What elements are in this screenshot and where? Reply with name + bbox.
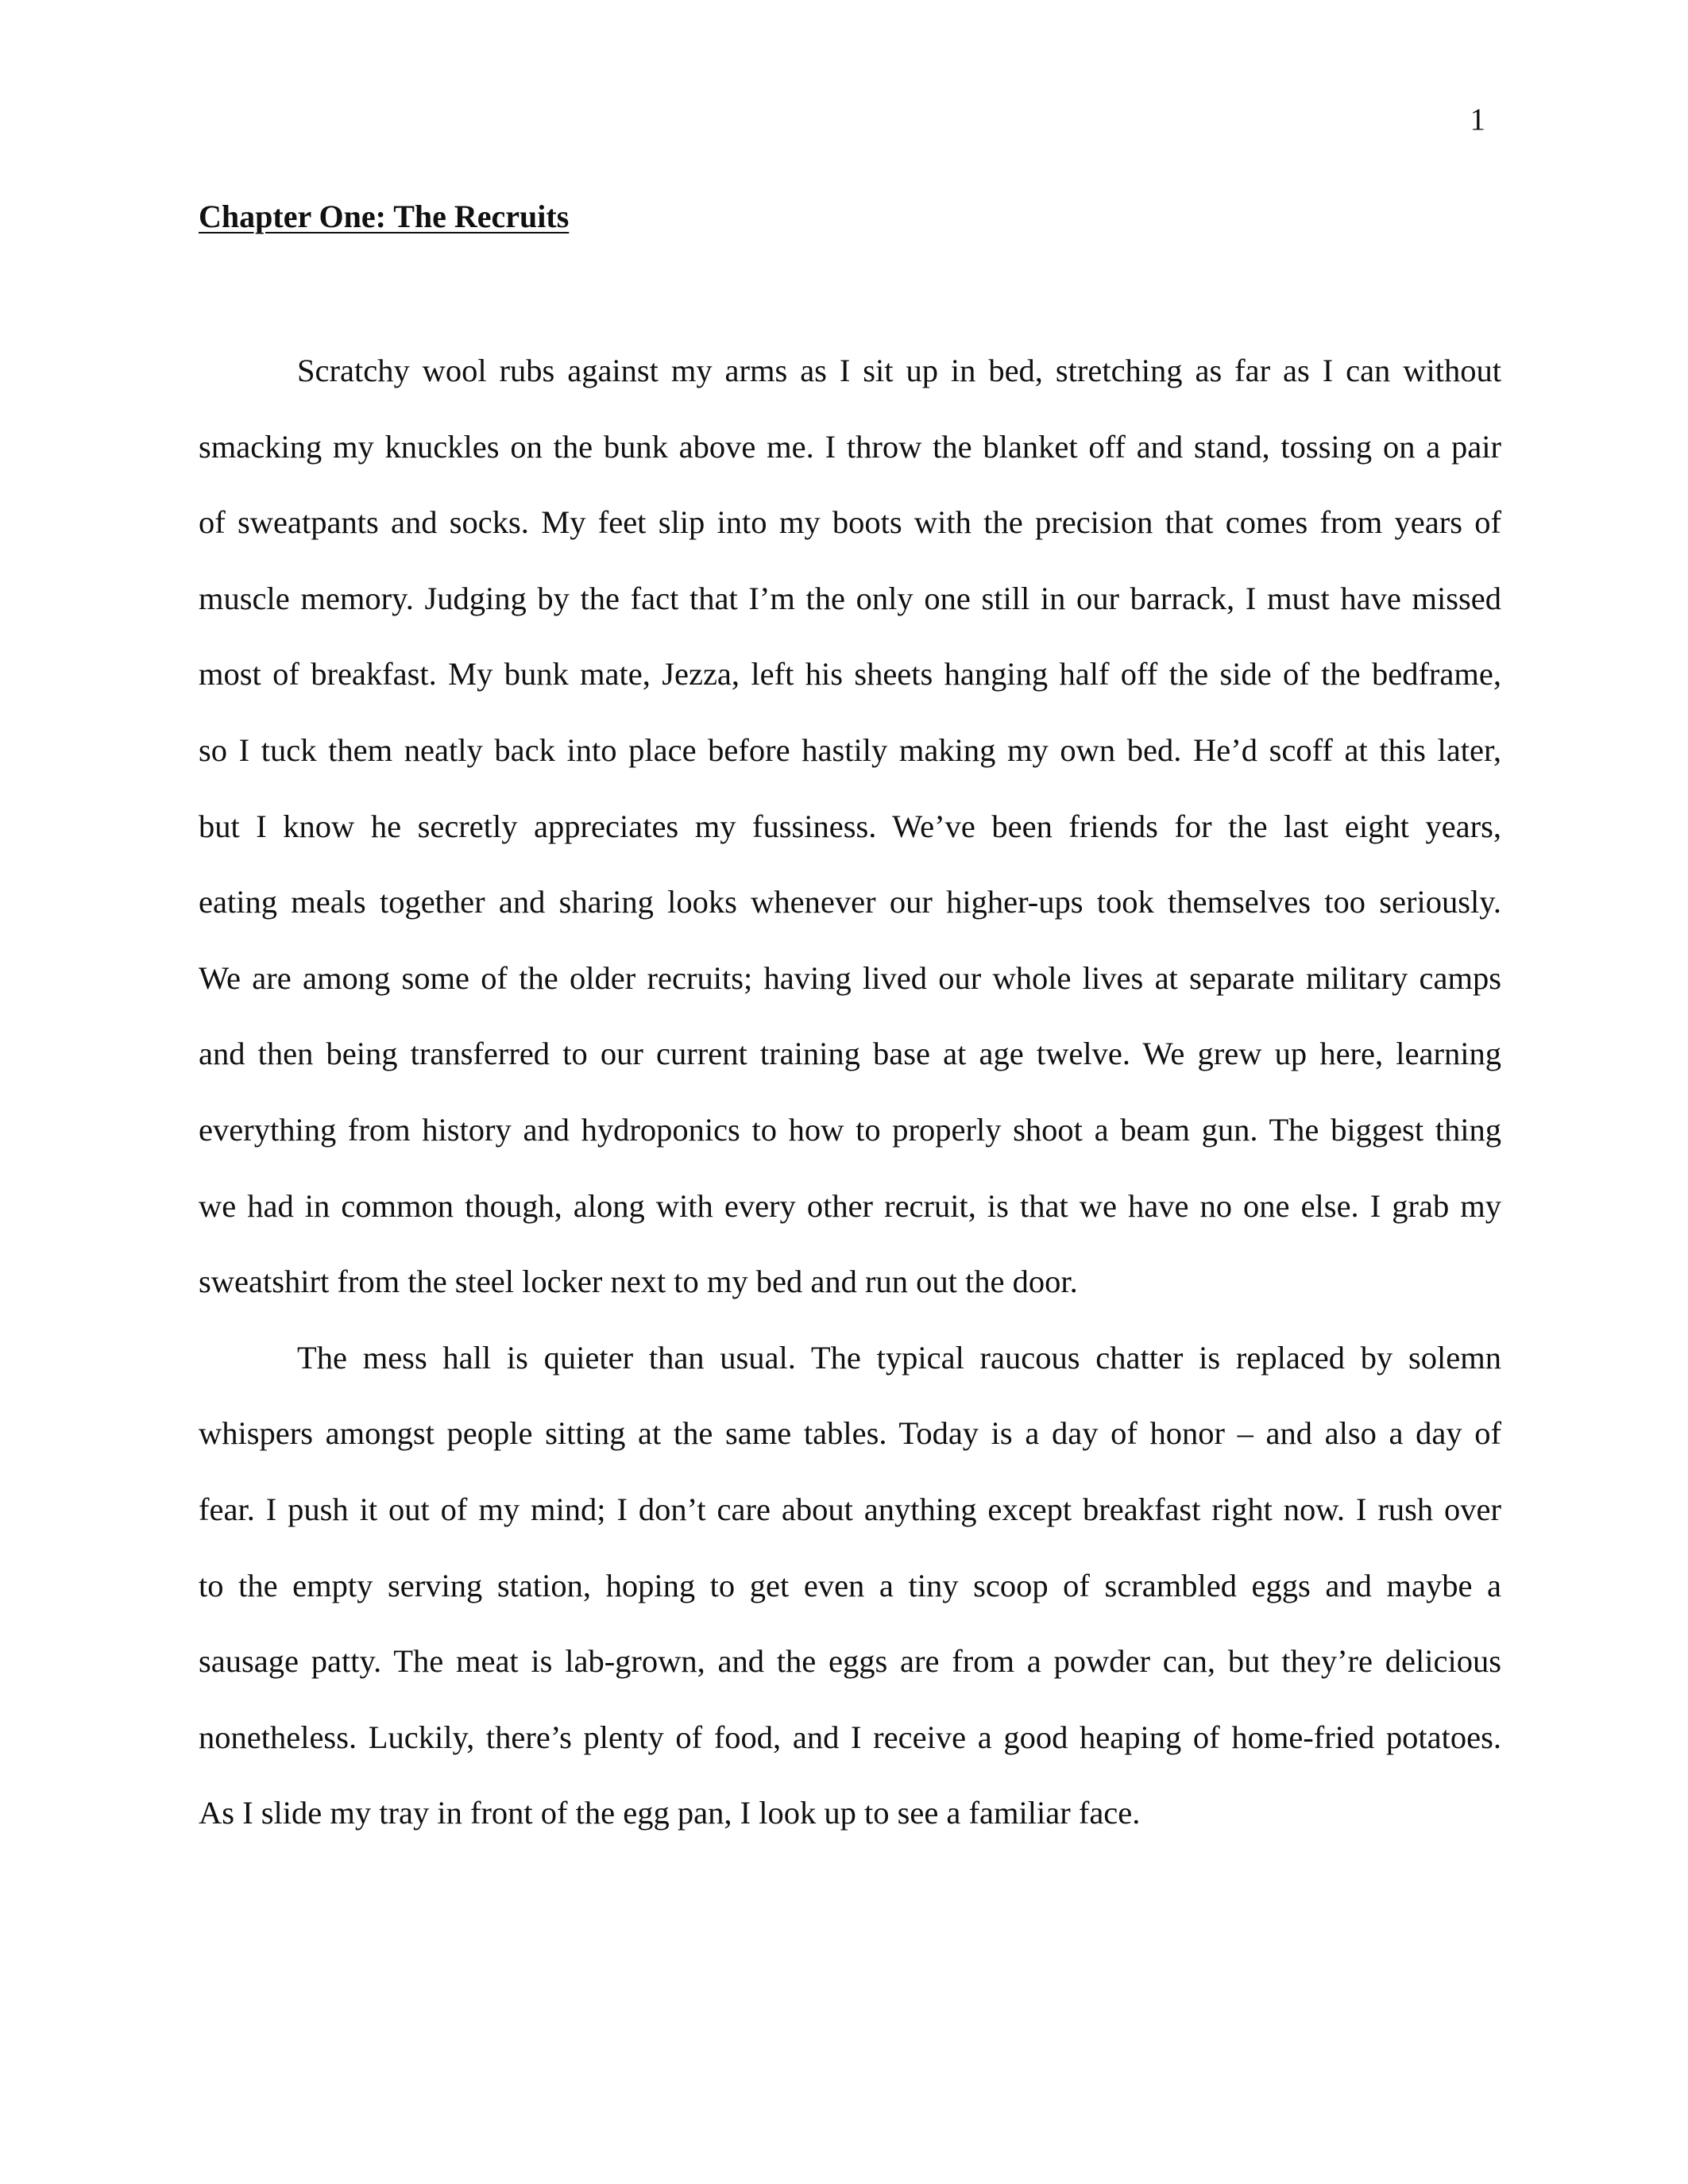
text-line: smacking my knuckles on the bunk above me. I throw the blanket off and stand, tossing on a pair [199,428,1501,465]
text-line: but I know he secretly appreciates my fussiness. We’ve been friends for the last eight years, [199,808,1501,844]
text-line: whispers amongst people sitting at the same tables. Today is a day of honor – and also a day of [199,1415,1501,1452]
text-line: everything from history and hydroponics to how to properly shoot a beam gun. The biggest thing [199,1111,1501,1148]
text-line: We are among some of the older recruits; having lived our whole lives at separate military camps [199,959,1501,996]
text-line: Scratchy wool rubs against my arms as I sit up in bed, stretching as far as I can without [297,353,1501,388]
text-line: of sweatpants and socks. My feet slip into my boots with the precision that comes from years of [199,504,1501,541]
chapter-title: Chapter One: The Recruits [199,199,570,234]
text-line: and then being transferred to our current training base at age twelve. We grew up here, learning [199,1036,1501,1072]
text-line: fear. I push it out of my mind; I don’t care about anything except breakfast right now. I rush over [199,1491,1501,1527]
text-line: we had in common though, along with every other recruit, is that we have no one else. I grab my [199,1187,1501,1224]
text-line: As I slide my tray in front of the egg pan, I look up to see a familiar face. [199,1795,1141,1831]
paragraph-1 [199,347,1501,1334]
text-line: nonetheless. Luckily, there’s plenty of food, and I receive a good heaping of home-fried potatoes. [199,1719,1501,1755]
text-line: to the empty serving station, hoping to get even a tiny scoop of scrambled eggs and maybe a [199,1567,1501,1603]
page-number: 1 [1470,102,1485,137]
paragraph-2 [199,1334,1501,1866]
body-text [199,347,1501,1866]
text-line: most of breakfast. My bunk mate, Jezza, left his sheets hanging half off the side of the bedframe, [199,656,1501,693]
text-line: sweatshirt from the steel locker next to my bed and run out the door. [199,1264,1078,1300]
text-line: muscle memory. Judging by the fact that I’m the only one still in our barrack, I must have missed [199,580,1501,616]
text-line: eating meals together and sharing looks whenever our higher-ups took themselves too seriously. [199,884,1501,920]
text-line: sausage patty. The meat is lab-grown, and the eggs are from a powder can, but they’re delicious [199,1643,1501,1680]
text-line: The mess hall is quieter than usual. The typical raucous chatter is replaced by solemn [297,1339,1501,1376]
text-line: so I tuck them neatly back into place before hastily making my own bed. He’d scoff at this later, [199,731,1501,768]
